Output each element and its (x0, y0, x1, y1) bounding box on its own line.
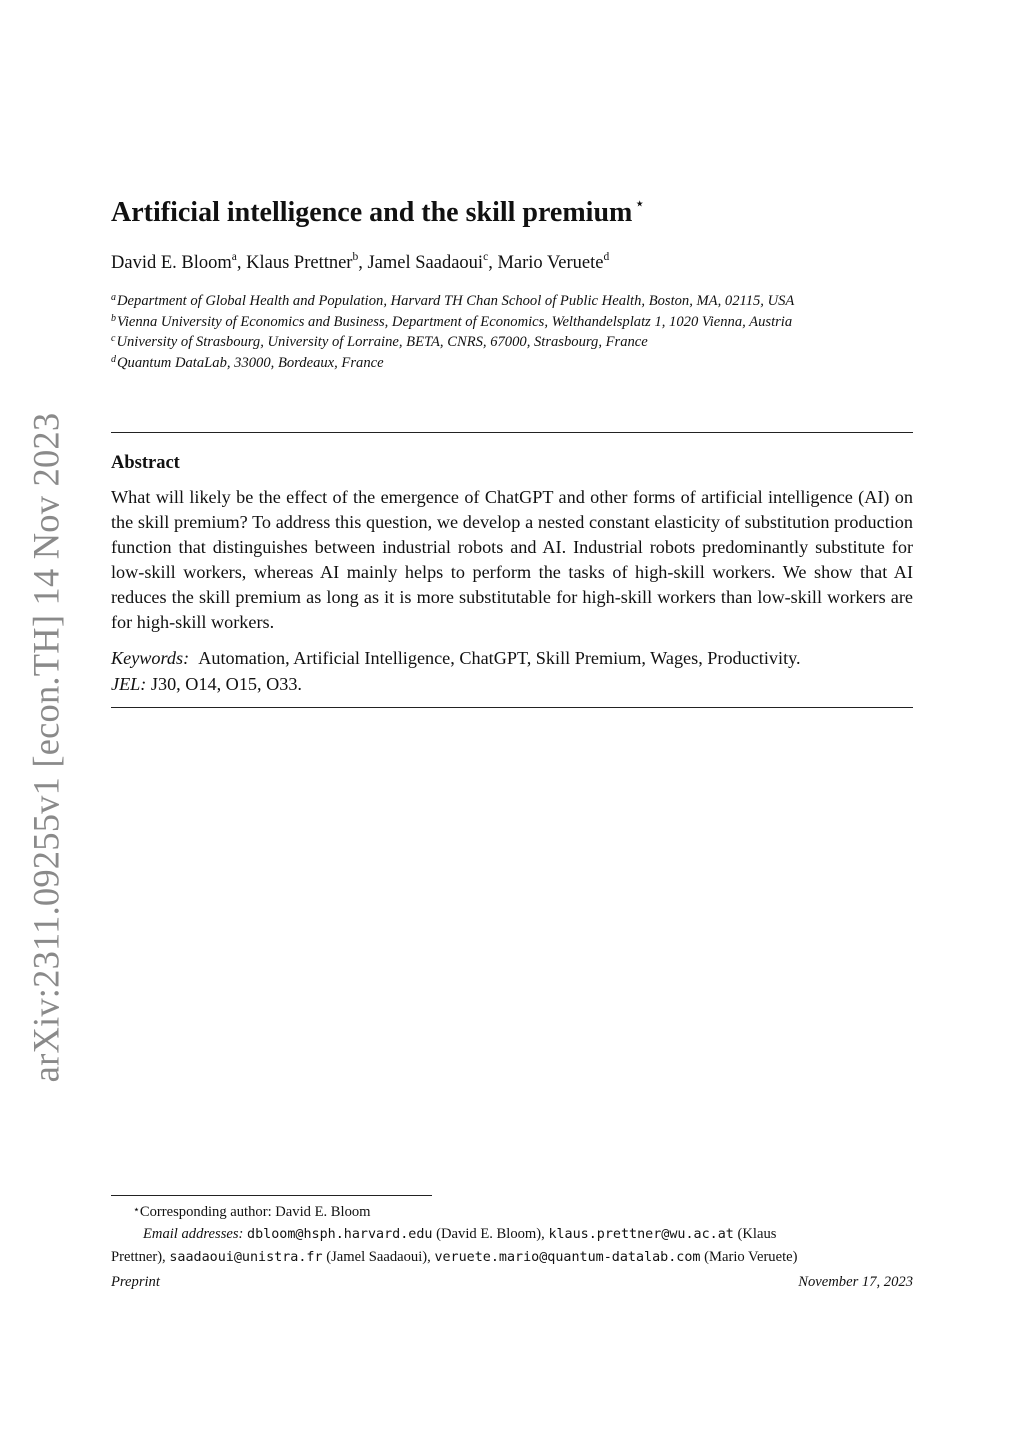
author-separator: , (358, 253, 368, 273)
author-affiliation-mark: a (231, 251, 237, 263)
footnote-star-mark: ⋆ (133, 1204, 140, 1216)
email-address[interactable]: klaus.prettner@wu.ac.at (548, 1227, 734, 1242)
paper-title-text: Artificial intelligence and the skill premium (111, 197, 633, 228)
keywords-label: Keywords: (111, 648, 190, 668)
email-address[interactable]: saadaoui@unistra.fr (169, 1250, 323, 1265)
email-address[interactable]: veruete.mario@quantum-datalab.com (434, 1250, 701, 1265)
corresponding-author-note (111, 1199, 913, 1223)
affiliation-mark: c (111, 333, 116, 344)
footer-date: November 17, 2023 (798, 1274, 913, 1290)
email-line (111, 1223, 913, 1246)
abstract-text: What will likely be the effect of the emergence of ChatGPT and other forms of artificial intelligence (AI) on the skill premium? To address this question, we develop a nested constant elasticity of substitution production function that distinguishes between industrial robots and AI. Industrial robots predominantly substitute for low-skill workers, whereas AI mainly helps to perform the tasks of high-skill workers. We show that AI reduces the skill premium as long as it is more substitutable for high-skill workers than low-skill workers are for high-skill workers. (111, 487, 913, 632)
author-name: Jamel Saadaoui (367, 253, 484, 273)
email-owner: (David E. Bloom), (436, 1226, 545, 1242)
author-name: Klaus Prettner (246, 253, 353, 273)
affiliation (111, 353, 923, 374)
email-owner: (Mario Veruete) (704, 1249, 798, 1265)
affiliation-list (111, 291, 923, 373)
abstract-bottom-rule (111, 707, 913, 708)
author-affiliation-mark: c (483, 251, 489, 263)
affiliation-mark: a (111, 292, 116, 303)
author (111, 253, 246, 273)
author-affiliation-mark: d (603, 251, 610, 263)
author-list (111, 251, 609, 275)
affiliation-text: Department of Global Health and Population, Harvard TH Chan School of Public Health, Boston, MA, 02115, USA (117, 293, 795, 309)
footer-preprint-label: Preprint (111, 1274, 160, 1290)
affiliation (111, 312, 923, 333)
paper-title (111, 186, 645, 231)
jel-value: J30, O14, O15, O33. (150, 674, 302, 694)
jel-label: JEL: (111, 674, 147, 694)
author-separator: , (236, 253, 247, 273)
abstract-heading: Abstract (111, 453, 180, 473)
email-line-continued (111, 1246, 913, 1269)
author (246, 253, 367, 273)
email-address[interactable]: dbloom@hsph.harvard.edu (247, 1227, 433, 1242)
affiliation (111, 332, 923, 353)
arxiv-stamp-text: arXiv:2311.09255v1 [econ.TH] 14 Nov 2023 (25, 412, 67, 1082)
author-affiliation-mark: b (352, 251, 359, 263)
affiliation (111, 291, 923, 312)
footnote-rule (111, 1195, 432, 1196)
affiliation-text: University of Strasbourg, University of Lorraine, BETA, CNRS, 67000, Strasbourg, France (116, 334, 648, 350)
affiliation-text: Quantum DataLab, 33000, Bordeaux, France (117, 354, 384, 371)
affiliation-mark: b (111, 312, 116, 324)
author (367, 253, 497, 273)
arxiv-stamp (16, 412, 76, 1082)
author-separator: , (488, 253, 498, 273)
author-name: Mario Veruete (497, 253, 604, 273)
page-footer (111, 1272, 913, 1292)
footnote (111, 1199, 913, 1269)
email-owner-continued: Prettner), (111, 1249, 166, 1265)
keywords-value: Automation, Artificial Intelligence, ChatGPT, Skill Premium, Wages, Productivity. (198, 648, 801, 668)
email-label: Email addresses: (143, 1226, 244, 1242)
keywords-line (111, 646, 913, 671)
email-owner: (Klaus (737, 1226, 777, 1242)
title-footnote-mark: ⋆ (634, 194, 645, 213)
corresponding-author-text: Corresponding author: David E. Bloom (139, 1204, 371, 1220)
email-owner: (Jamel Saadaoui), (326, 1249, 431, 1265)
author-name: David E. Bloom (111, 253, 232, 273)
author (497, 253, 609, 273)
affiliation-mark: d (111, 353, 116, 365)
jel-line (111, 672, 913, 697)
affiliation-text: Vienna University of Economics and Business, Department of Economics, Welthandelsplatz 1, 1020 Vienna, Austria (117, 313, 793, 330)
abstract-top-rule (111, 432, 913, 433)
